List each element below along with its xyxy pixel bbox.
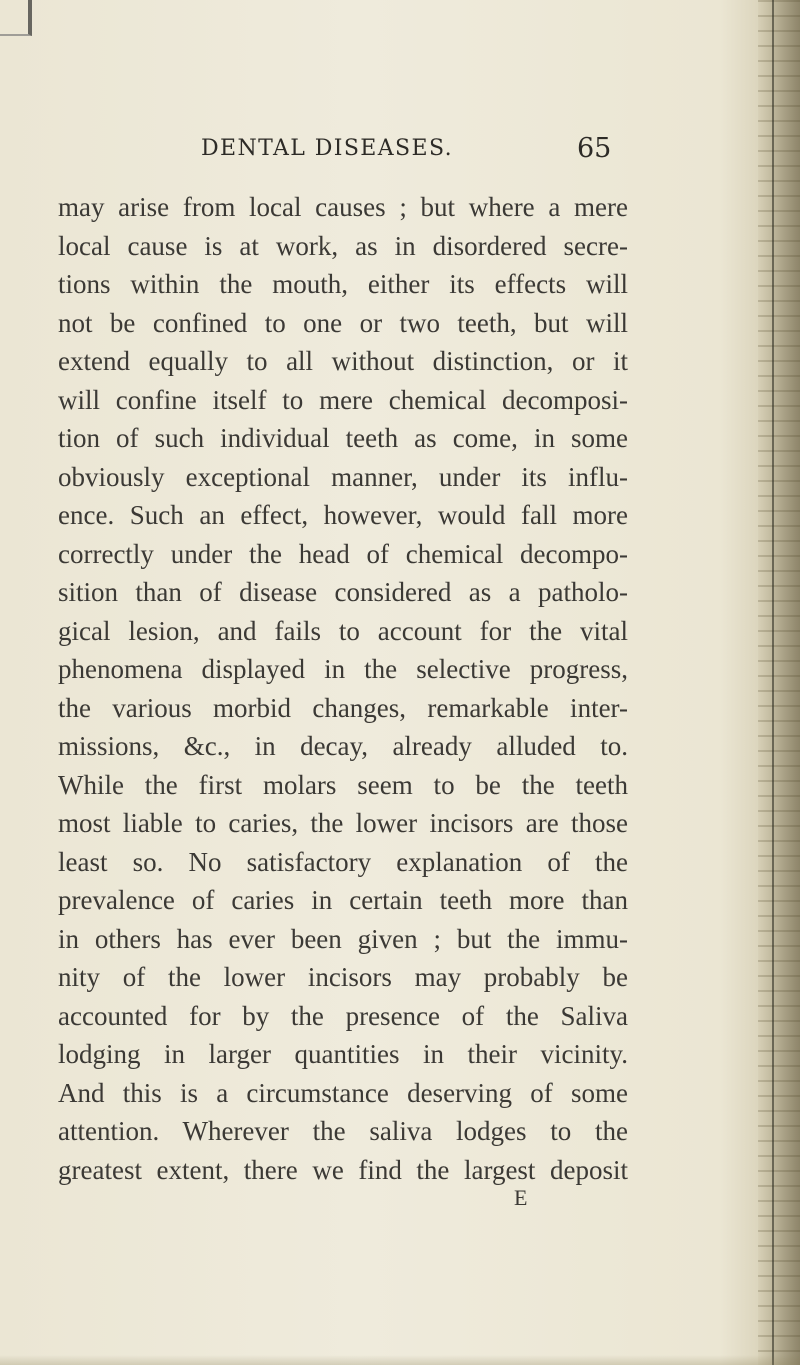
body-text <box>58 188 628 1189</box>
text-line: the various morbid changes, remarkable inter- <box>58 692 628 723</box>
text-line: ence. Such an effect, however, would fall more <box>58 500 628 530</box>
text-line: sition than of disease considered as a patholo- <box>58 577 628 607</box>
text-line: least so. No satisfactory explanation of the <box>58 846 628 877</box>
text-line: tion of such individual teeth as come, in some <box>58 423 628 453</box>
text-line: lodging in larger quantities in their vicinity. <box>58 1039 628 1069</box>
text-line: local cause is at work, as in disordered secre- <box>58 230 628 261</box>
text-line: most liable to caries, the lower incisors are those <box>58 808 628 838</box>
signature-mark: E <box>514 1185 529 1210</box>
scan-corner-mark <box>0 0 32 36</box>
text-line: gical lesion, and fails to account for the vital <box>58 615 628 646</box>
text-line: will confine itself to mere chemical decomposi- <box>58 384 628 415</box>
page-bottom-edge <box>0 1355 800 1365</box>
text-line: nity of the lower incisors may probably be <box>58 962 628 992</box>
text-line: While the first molars seem to be the teeth <box>58 769 628 800</box>
text-line: tions within the mouth, either its effects will <box>58 269 628 299</box>
text-line: phenomena displayed in the selective progress, <box>58 654 628 684</box>
text-line: may arise from local causes ; but where a mere <box>58 192 628 222</box>
text-line: prevalence of caries in certain teeth more than <box>58 885 628 915</box>
book-binding-edge <box>758 0 800 1365</box>
text-line: in others has ever been given ; but the immu- <box>58 923 628 954</box>
text-line: obviously exceptional manner, under its influ- <box>58 461 628 492</box>
text-line: correctly under the head of chemical decompo- <box>58 538 628 569</box>
text-line: accounted for by the presence of the Saliva <box>58 1000 628 1031</box>
page-number: 65 <box>577 133 612 164</box>
running-head <box>0 133 800 165</box>
text-line: And this is a circumstance deserving of some <box>58 1077 628 1108</box>
text-line: not be confined to one or two teeth, but will <box>58 307 628 338</box>
text-line: extend equally to all without distinction, or it <box>58 346 628 376</box>
text-line: attention. Wherever the saliva lodges to the <box>58 1116 628 1146</box>
text-line: missions, &c., in decay, already alluded to. <box>58 731 628 761</box>
running-head-title: DENTAL DISEASES. <box>201 136 454 161</box>
text-line: greatest extent, there we find the largest deposit <box>58 1154 628 1185</box>
